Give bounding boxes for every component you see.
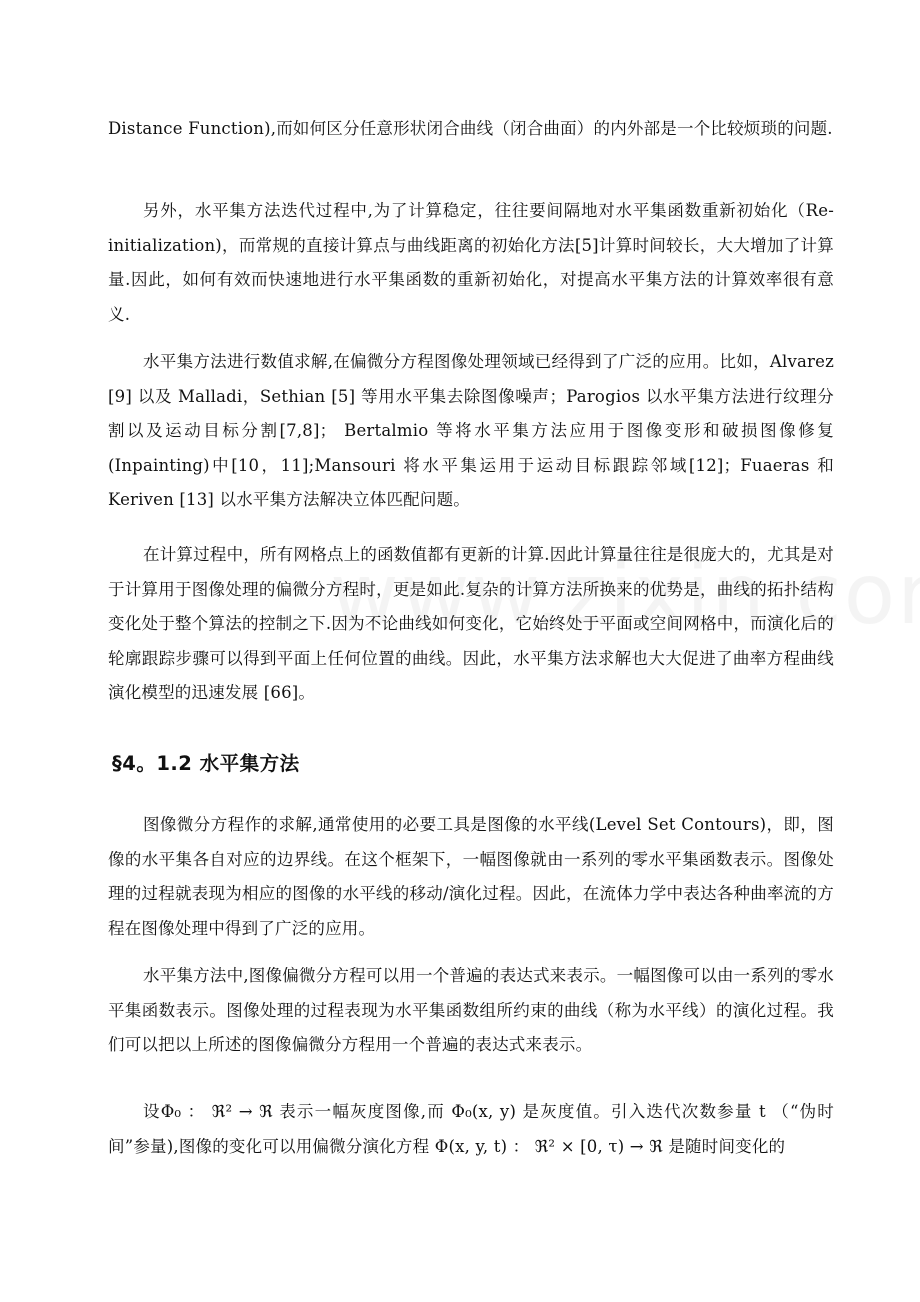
paragraph-level-set-contours: 图像微分方程作的求解,通常使用的必要工具是图像的水平线(Level Set Contours)，即，图像的水平集各自对应的边界线。在这个框架下，一幅图像就由一系列的零水平集函数表示。图像处理的过程就表现为相应的图像的水平线的移动/演化过程。因此，在流体力学中表达各种曲率流的方程在图像处理中得到了广泛的应用。 <box>108 815 834 938</box>
paragraph-distance-function: Distance Function),而如何区分任意形状闭合曲线（闭合曲面）的内外部是一个比较烦琐的问题. <box>108 119 833 138</box>
section-heading: §4。1.2 水平集方法 <box>112 752 300 775</box>
paragraph-reinitialization: 另外，水平集方法迭代过程中,为了计算稳定，往往要间隔地对水平集函数重新初始化（Re-initialization)，而常规的直接计算点与曲线距离的初始化方法[5]计算时间较长，大大增加了计算量.因此，如何有效而快速地进行水平集函数的重新初始化，对提高水平集方法的计算效率很有意义. <box>108 201 834 324</box>
paragraph-general-expression: 水平集方法中,图像偏微分方程可以用一个普遍的表达式来表示。一幅图像可以由一系列的零水平集函数表示。图像处理的过程表现为水平集函数组所约束的曲线（称为水平线）的演化过程。我们可以把以上所述的图像偏微分方程用一个普遍的表达式来表示。 <box>108 966 834 1054</box>
paragraph-applications: 水平集方法进行数值求解,在偏微分方程图像处理领域已经得到了广泛的应用。比如，Alvarez [9] 以及 Malladi，Sethian [5] 等用水平集去除图像噪声；Parogios 以水平集方法进行纹理分割以及运动目标分割[7,8]； Bertalmio 等将水平集方法应用于图像变形和破损图像修复(Inpainting)中[10，11];Mansouri 将水平集运用于运动目标跟踪邻域[12]；Fuaeras 和 Keriven [13] 以水平集方法解决立体匹配问题。 <box>108 352 834 509</box>
paragraph-grayscale-image-definition: 设Φ₀ ： ℜ² → ℜ 表示一幅灰度图像,而 Φ₀(x, y) 是灰度值。引入迭代次数参量 t （“伪时间”参量),图像的变化可以用偏微分演化方程 Φ(x, y, t) ： ℜ² × [0, τ) → ℜ 是随时间变化的 <box>108 1102 834 1156</box>
paragraph-computation: 在计算过程中，所有网格点上的函数值都有更新的计算.因此计算量往往是很庞大的，尤其是对于计算用于图像处理的偏微分方程时，更是如此.复杂的计算方法所换来的优势是，曲线的拓扑结构变化处于整个算法的控制之下.因为不论曲线如何变化，它始终处于平面或空间网格中，而演化后的轮廓跟踪步骤可以得到平面上任何位置的曲线。因此，水平集方法求解也大大促进了曲率方程曲线演化模型的迅速发展 [66]。 <box>108 545 834 702</box>
